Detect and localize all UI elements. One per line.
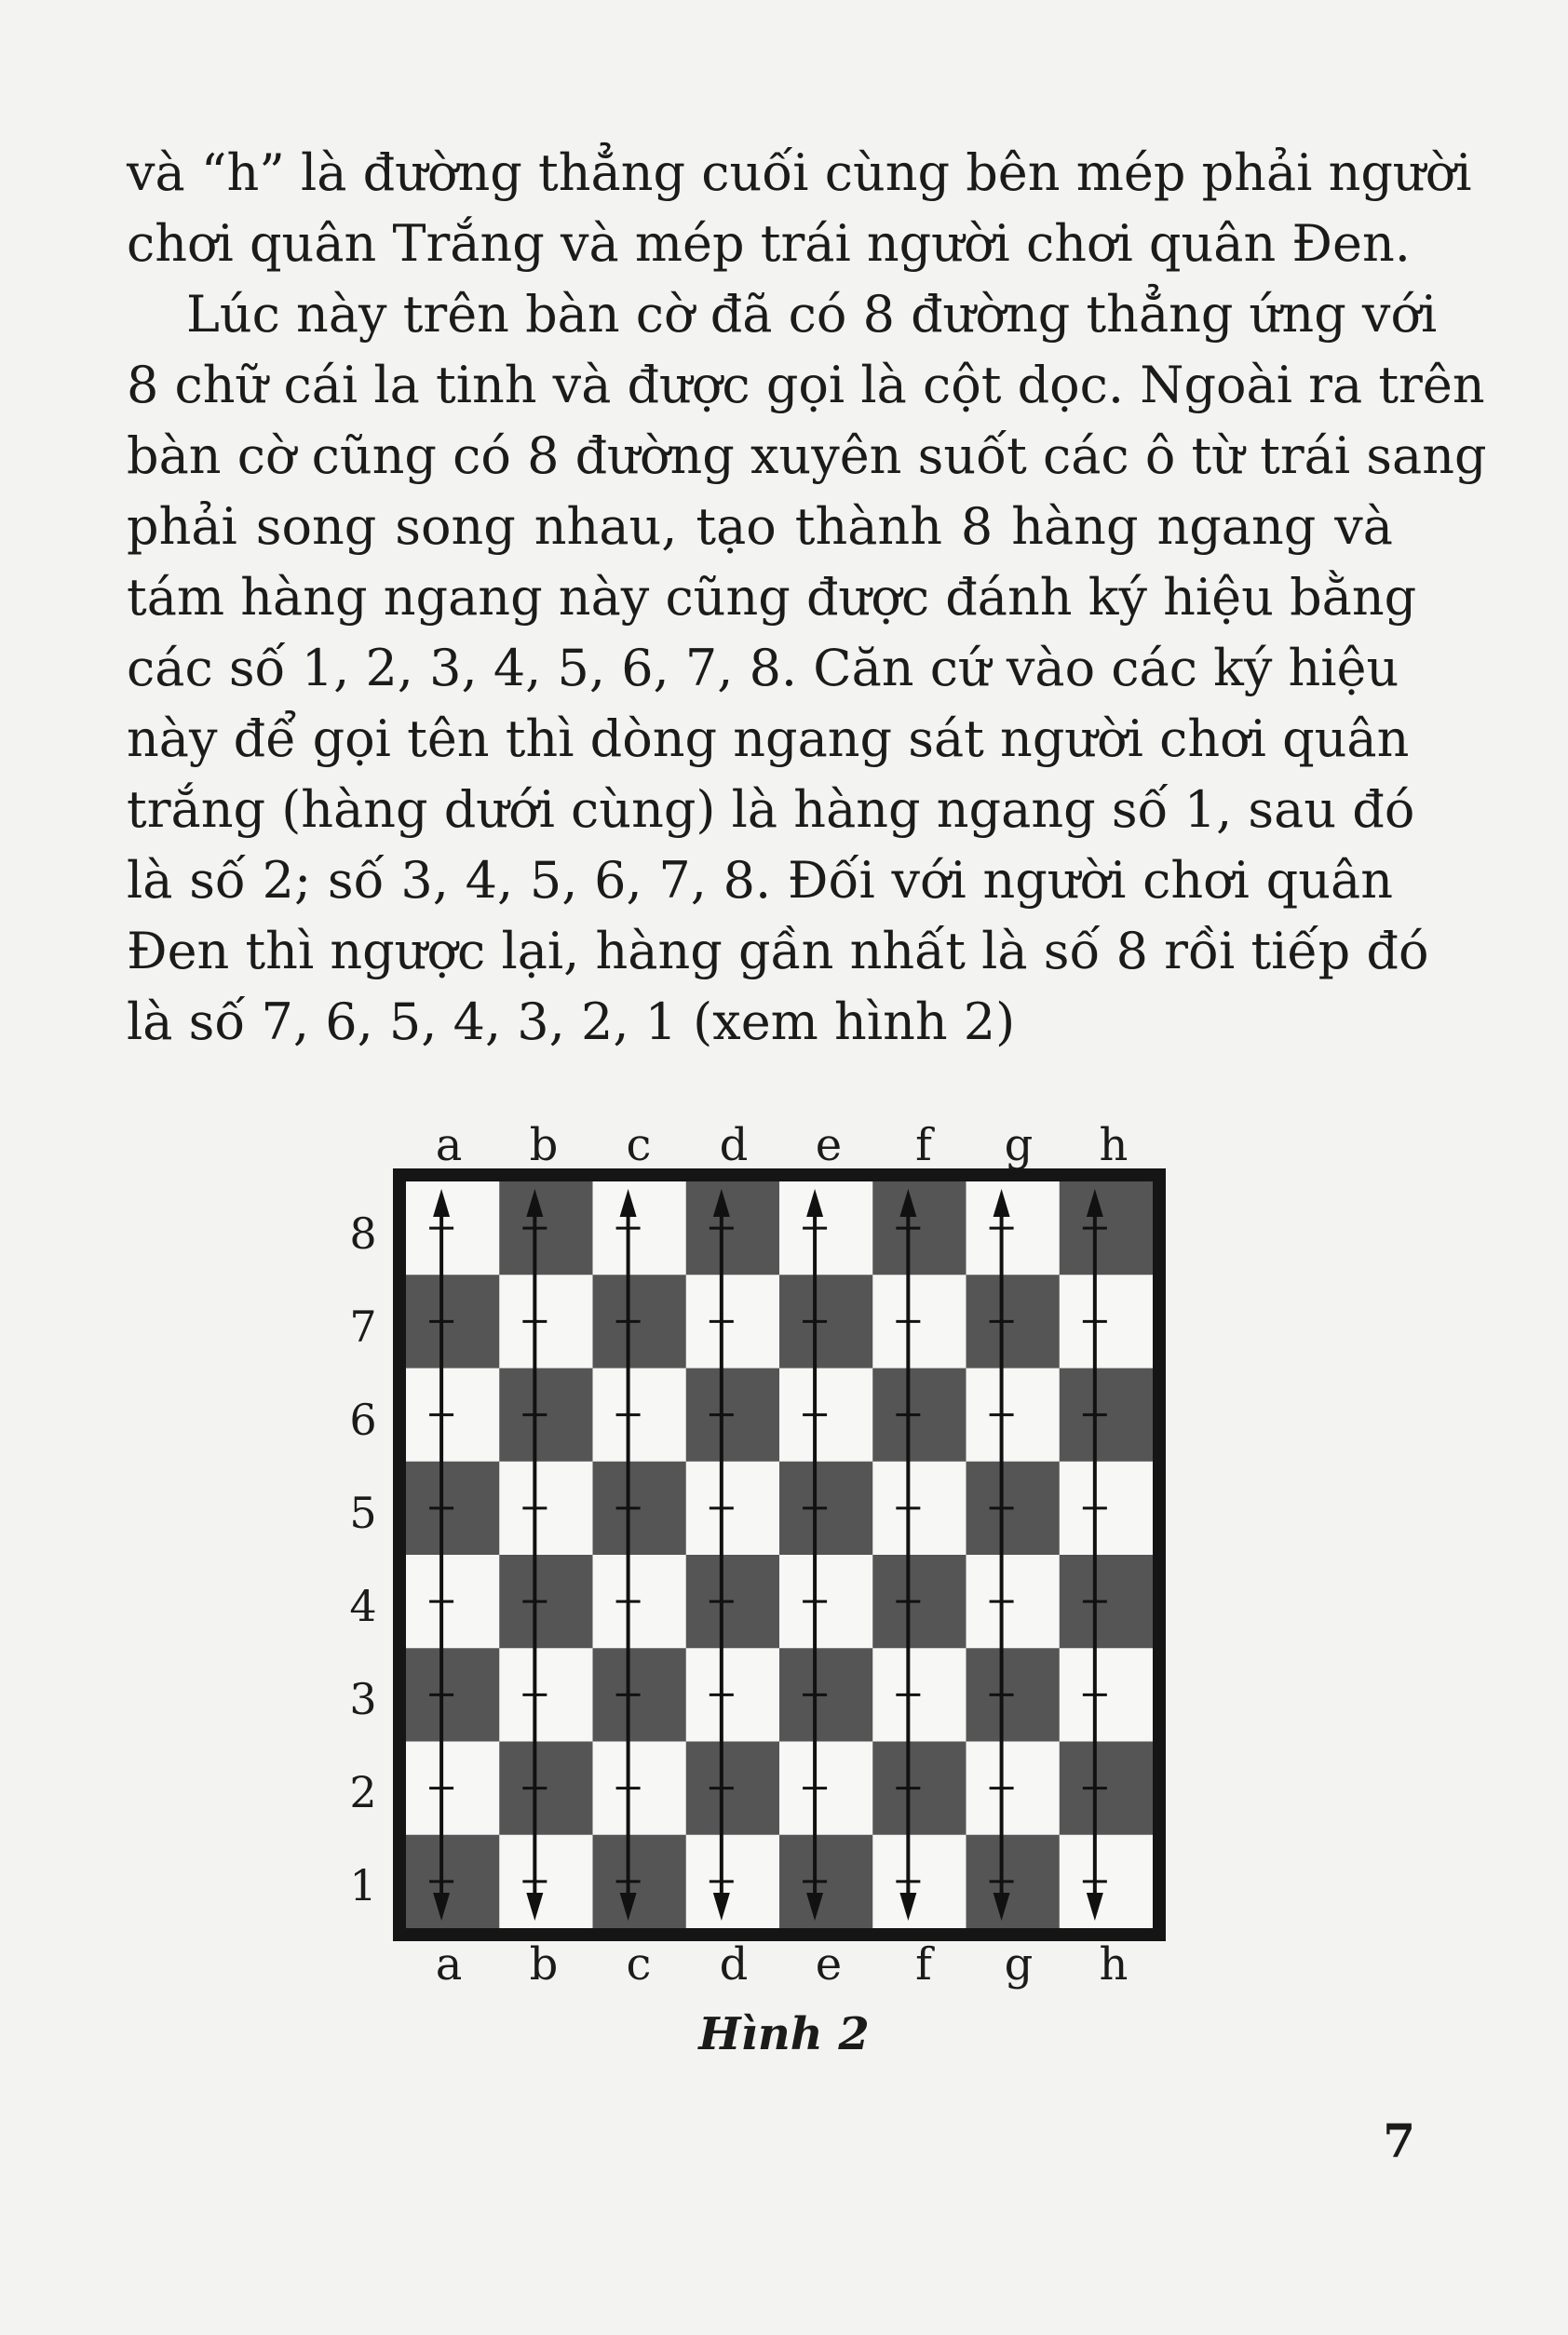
text-line: chơi quân Trắng và mép trái người chơi quân Đen. — [127, 214, 1411, 273]
text-line: bàn cờ cũng có 8 đường xuyên suốt các ô từ trái sang — [127, 426, 1487, 485]
rank-label: 2 — [349, 1767, 377, 1817]
file-labels-top — [400, 1117, 1164, 1173]
rank-label: 4 — [349, 1581, 377, 1631]
file-label: a — [435, 1119, 463, 1171]
paragraph-1 — [127, 138, 1472, 279]
text-line: 8 chữ cái la tinh và được gọi là cột dọc. Ngoài ra trên — [127, 356, 1485, 414]
text-line: và “h” là đường thẳng cuối cùng bên mép phải người — [127, 143, 1472, 202]
rank-label: 8 — [349, 1208, 377, 1259]
text-line: Lúc này trên bàn cờ đã có 8 đường thẳng ứng với — [186, 285, 1438, 344]
file-label: a — [435, 1938, 463, 1991]
file-label: f — [915, 1938, 932, 1991]
rank-label: 1 — [349, 1860, 377, 1910]
file-label: b — [529, 1119, 559, 1171]
text-line: các số 1, 2, 3, 4, 5, 6, 7, 8. Căn cứ vào các ký hiệu — [127, 639, 1399, 697]
file-label: e — [815, 1938, 843, 1991]
file-label: d — [719, 1119, 749, 1171]
rank-label: 3 — [349, 1674, 377, 1724]
file-label: c — [626, 1938, 652, 1991]
file-label: g — [1004, 1119, 1034, 1171]
text-line: phải song song nhau, tạo thành 8 hàng ngang và — [127, 497, 1393, 556]
text-line: là số 2; số 3, 4, 5, 6, 7, 8. Đối với người chơi quân — [127, 851, 1393, 910]
figure-caption: Hình 2 — [698, 2008, 870, 2060]
file-label: d — [719, 1938, 749, 1991]
rank-label: 6 — [349, 1395, 377, 1445]
file-label: e — [815, 1119, 843, 1171]
text-line: này để gọi tên thì dòng ngang sát người chơi quân — [127, 709, 1410, 768]
text-line: là số 7, 6, 5, 4, 3, 2, 1 (xem hình 2) — [127, 992, 1016, 1051]
file-label: h — [1099, 1938, 1129, 1991]
rank-label: 5 — [349, 1488, 377, 1538]
file-labels-bottom — [400, 1937, 1164, 1992]
page-number: 7 — [1383, 2113, 1415, 2168]
file-label: g — [1004, 1938, 1034, 1991]
text-line: Đen thì ngược lại, hàng gần nhất là số 8 rồi tiếp đó — [127, 922, 1429, 980]
text-line: trắng (hàng dưới cùng) là hàng ngang số 1, sau đó — [127, 780, 1415, 839]
chessboard — [393, 1168, 1166, 1941]
rank-label: 7 — [349, 1302, 377, 1352]
file-label: f — [915, 1119, 932, 1171]
file-label: h — [1099, 1119, 1129, 1171]
file-label: c — [626, 1119, 652, 1171]
paragraph-2 — [127, 279, 1487, 1058]
file-label: b — [529, 1938, 559, 1991]
text-line: tám hàng ngang này cũng được đánh ký hiệu bằng — [127, 568, 1417, 627]
body-text — [127, 138, 1487, 1058]
board-squares — [406, 1181, 1154, 1929]
